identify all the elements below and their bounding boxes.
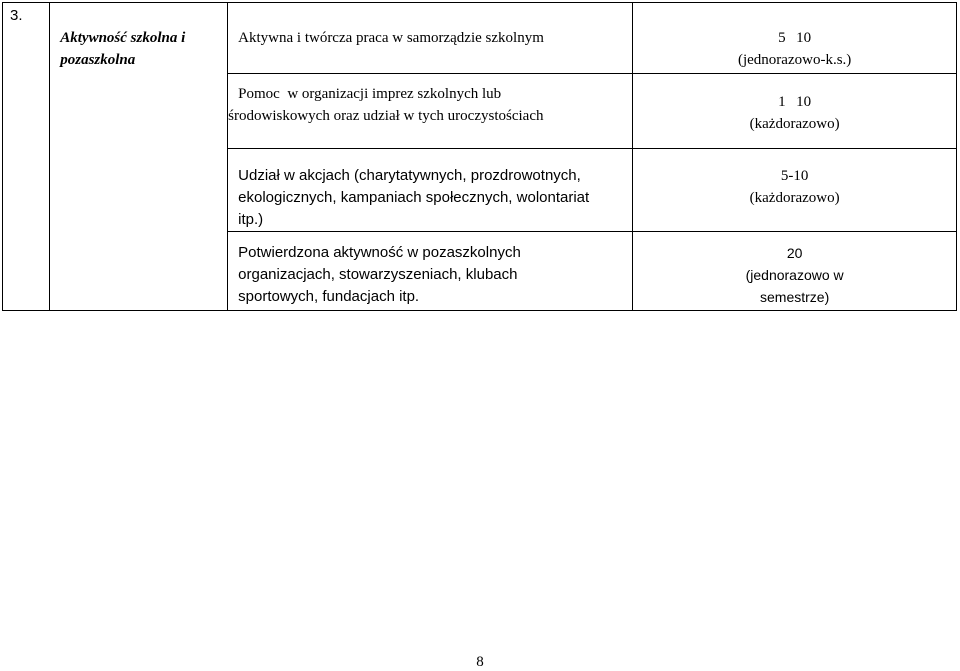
points-value: 5 10 xyxy=(778,30,812,46)
activity-cell xyxy=(228,149,633,232)
activity-text: Potwierdzona aktywność w pozaszkolnych xyxy=(238,244,521,261)
points-cell xyxy=(633,149,957,232)
points-cell xyxy=(633,232,957,311)
activity-text: organizacjach, stowarzyszeniach, klubach xyxy=(238,266,518,283)
activity-text: Udział w akcjach (charytatywnych, prozdrowotnych, xyxy=(238,167,581,184)
category-label-line-1: Aktywność szkolna i xyxy=(60,30,186,46)
activity-cell xyxy=(228,232,633,311)
activity-text: itp.) xyxy=(238,211,264,228)
points-cell xyxy=(633,3,957,74)
points-value: 1 10 xyxy=(778,94,812,110)
table-row xyxy=(3,3,957,74)
category-label-line-2: pozaszkolna xyxy=(60,52,136,68)
scoring-table xyxy=(2,2,957,311)
points-frequency: semestrze) xyxy=(760,289,830,305)
points-cell xyxy=(633,74,957,149)
section-number-cell xyxy=(3,3,50,311)
activity-text: środowiskowych oraz udział w tych uroczystościach xyxy=(228,108,544,124)
activity-cell xyxy=(228,3,633,74)
section-number: 3. xyxy=(10,7,23,24)
activity-text: ekologicznych, kampaniach społecznych, wolontariat xyxy=(238,189,590,206)
points-frequency: (jednorazowo w xyxy=(745,267,844,283)
page-number: 8 xyxy=(476,654,484,670)
points-frequency: (każdorazowo) xyxy=(749,116,840,132)
points-frequency: (każdorazowo) xyxy=(749,190,840,206)
activity-cell xyxy=(228,74,633,149)
activity-text: Pomoc w organizacji imprez szkolnych lub xyxy=(238,86,502,102)
category-cell xyxy=(50,3,228,311)
points-value: 20 xyxy=(786,245,803,261)
points-value: 5-10 xyxy=(780,168,809,184)
activity-text: Aktywna i twórcza praca w samorządzie szkolnym xyxy=(238,30,544,46)
points-frequency: (jednorazowo-k.s.) xyxy=(737,52,852,68)
activity-text: sportowych, fundacjach itp. xyxy=(238,288,420,305)
